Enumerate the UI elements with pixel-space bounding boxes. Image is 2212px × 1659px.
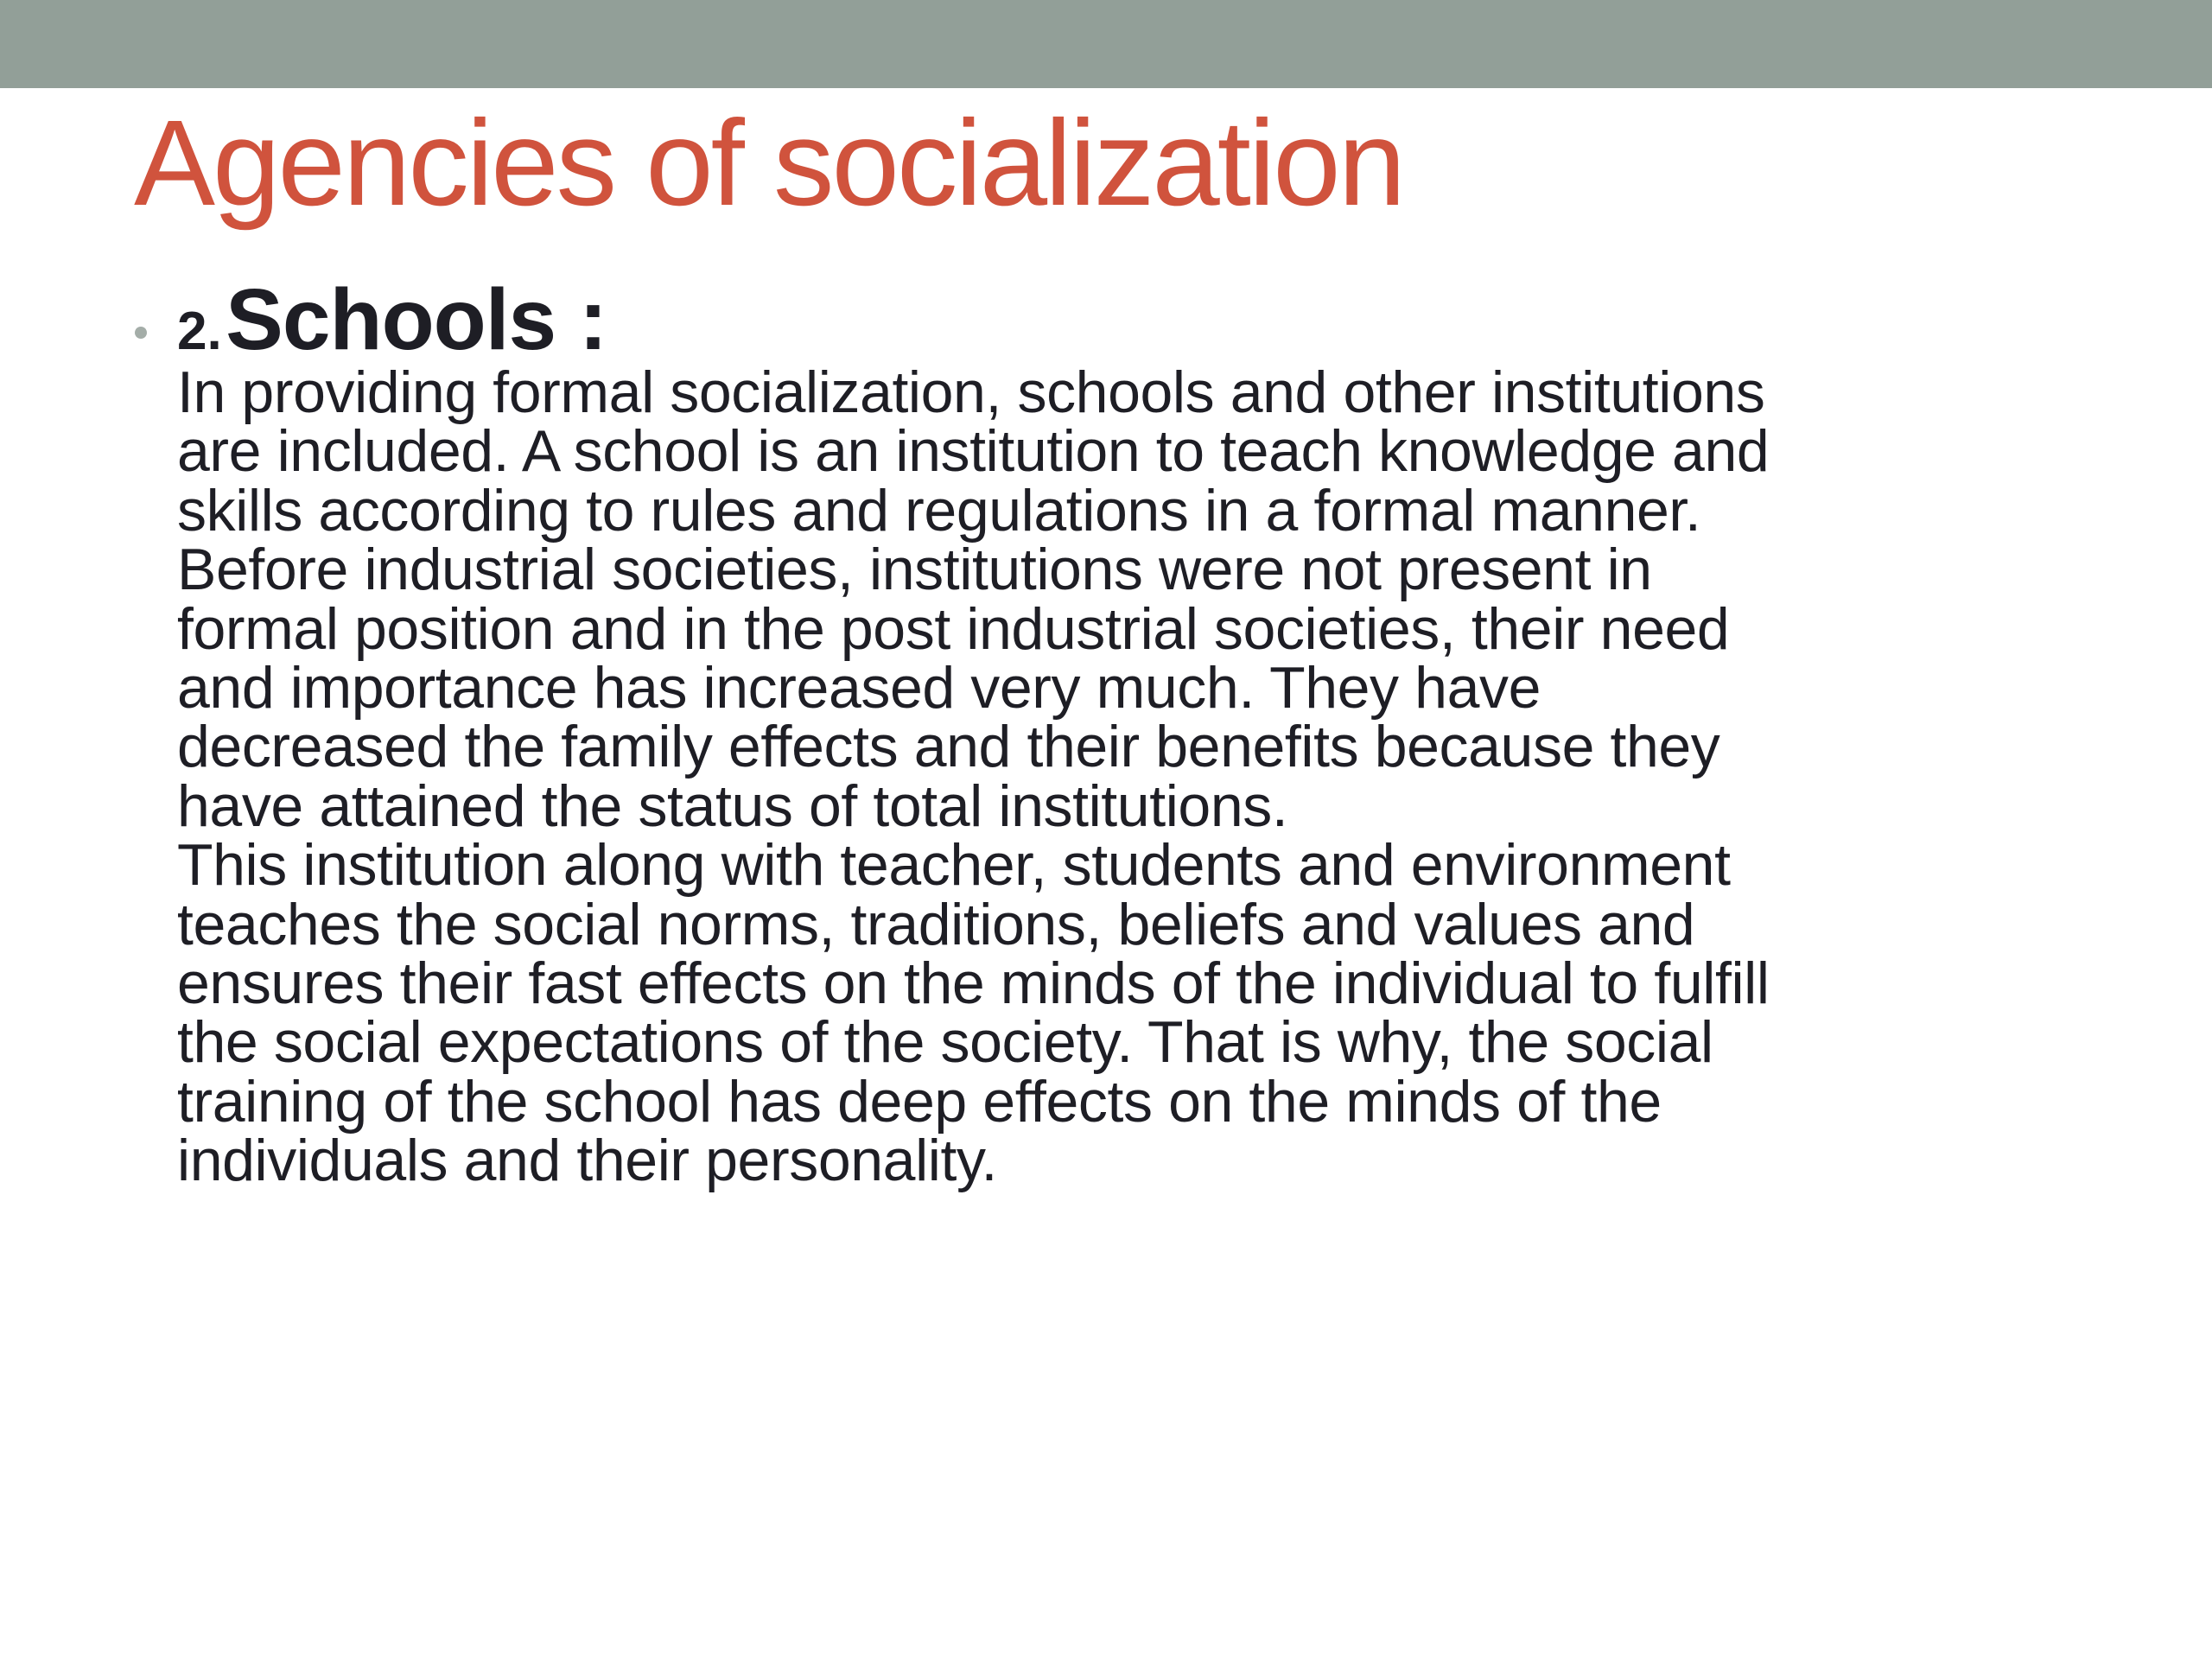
bullet-number: 2. bbox=[177, 302, 222, 361]
body-line: skills according to rules and regulations in a formal manner. bbox=[177, 477, 1701, 543]
body-line: This institution along with teacher, students and environment bbox=[177, 832, 1731, 899]
bullet-heading-text: Schools : bbox=[226, 271, 607, 368]
body-line: and importance has increased very much. They have bbox=[177, 655, 1541, 721]
body-line: teaches the social norms, traditions, beliefs and values and bbox=[177, 891, 1695, 957]
top-decorative-band bbox=[0, 0, 2212, 88]
body-line: Before industrial societies, institutions were not present in bbox=[177, 537, 1652, 603]
body-line: have attained the status of total institutions. bbox=[177, 772, 1288, 839]
slide-title: Agencies of socialization bbox=[134, 94, 1404, 231]
body-line: formal position and in the post industrial societies, their need bbox=[177, 595, 1730, 662]
body-line: training of the school has deep effects on the minds of the bbox=[177, 1068, 1662, 1135]
body-line: decreased the family effects and their benefits because they bbox=[177, 714, 1720, 780]
bullet-dot bbox=[135, 327, 147, 339]
body-line: ensures their fast effects on the minds of the individual to fulfill bbox=[177, 950, 1770, 1017]
body-line: are included. A school is an institution to teach knowledge and bbox=[177, 418, 1770, 485]
body-line: In providing formal socialization, schools and other institutions bbox=[177, 359, 1765, 425]
body-line: individuals and their personality. bbox=[177, 1128, 998, 1194]
bullet-body bbox=[177, 359, 2164, 1194]
body-line: the social expectations of the society. That is why, the social bbox=[177, 1009, 1713, 1076]
